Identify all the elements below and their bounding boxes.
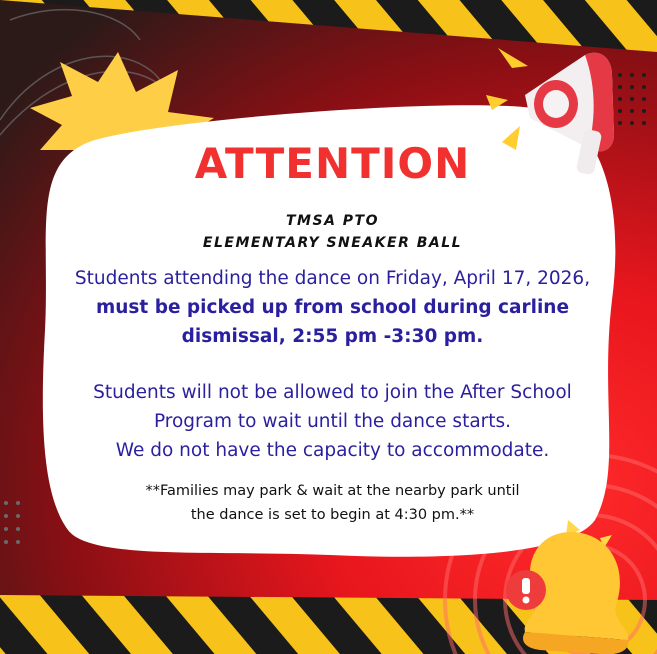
note-line: **Families may park & wait at the nearby park until — [145, 483, 520, 499]
org-name: TMSA PTO — [286, 213, 379, 229]
message-line: Students will not be allowed to join the After School — [93, 382, 572, 403]
attention-title: ATTENTION — [194, 139, 471, 188]
event-name: ELEMENTARY SNEAKER BALL — [202, 235, 463, 251]
dot-grid-right — [618, 73, 646, 125]
note-line: the dance is set to begin at 4:30 pm.** — [190, 507, 475, 523]
card-content — [40, 130, 625, 527]
dot-grid-left — [4, 501, 20, 544]
message-line: Students attending the dance on Friday, April 17, 2026, — [74, 268, 591, 289]
message-line: We do not have the capacity to accommodate. — [115, 440, 550, 461]
message-line-bold: dismissal, 2:55 pm -3:30 pm. — [181, 326, 484, 347]
message-line: Program to wait until the dance starts. — [153, 411, 512, 432]
parking-note — [40, 479, 625, 527]
message-line-bold: must be picked up from school during carline — [95, 297, 570, 318]
hazard-tape-top — [0, 0, 657, 70]
after-school-message — [40, 378, 625, 465]
pickup-message — [40, 264, 625, 351]
